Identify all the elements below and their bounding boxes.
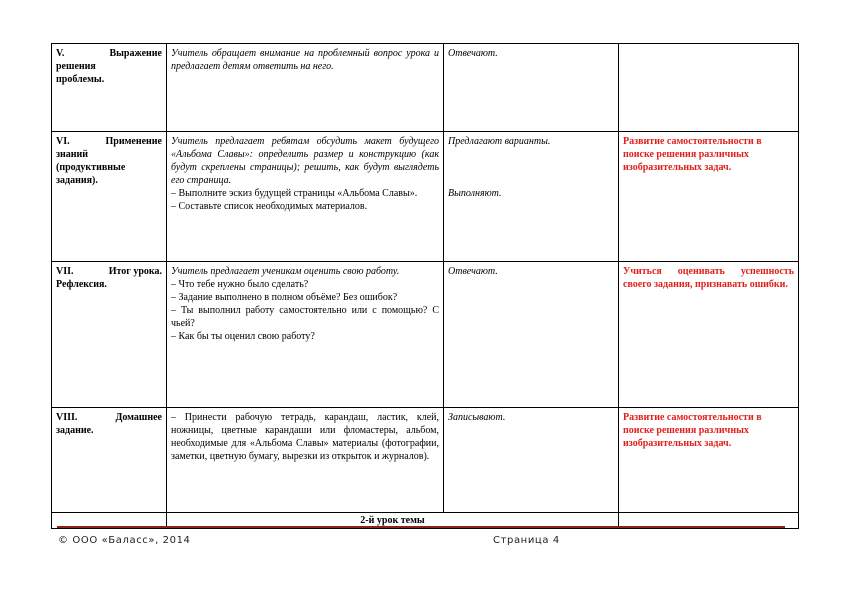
task-line: – Выполните эскиз будущей страницы «Альбома Славы».: [171, 188, 418, 199]
question-line: – Что тебе нужно было сделать?: [171, 279, 309, 290]
teacher-text: Учитель предлагает ребятам обсудить макет будущего «Альбома Славы»: определить размер и конструкцию (как будут скреплены страницы); решить, как будут выглядеть его страница.: [171, 136, 439, 186]
student-activity-cell: [444, 44, 619, 132]
teacher-text: Учитель обращает внимание на проблемный вопрос урока и предлагает детям ответить на него.: [171, 48, 439, 72]
table-row: [52, 132, 799, 262]
teacher-text: Учитель предлагает ученикам оценить свою работу.: [171, 266, 400, 277]
student-text: Записывают.: [448, 412, 506, 423]
page-number: Страница 4: [493, 535, 560, 546]
question-line: – Задание выполнено в полном объёме? Без ошибок?: [171, 292, 398, 303]
uud-cell: [619, 44, 799, 132]
student-text: Выполняют.: [448, 188, 502, 199]
question-line: – Как бы ты оценил свою работу?: [171, 331, 315, 342]
lesson-table: [51, 43, 799, 529]
table-row: [52, 44, 799, 132]
teacher-activity-cell: [167, 408, 444, 513]
uud-cell: Развитие самостоятельности в поиске решения различных изобразительных задач.: [619, 132, 799, 262]
question-line: – Ты выполнил работу самостоятельно или с помощью? С чьей?: [171, 305, 439, 329]
footer-rule: [57, 526, 785, 528]
table-row: [52, 262, 799, 408]
uud-cell: Учиться оценивать успешность своего задания, признавать ошибки.: [619, 262, 799, 408]
homework-text: – Принести рабочую тетрадь, карандаш, ластик, клей, ножницы, цветные карандаши или фломастеры, альбом, необходимые для «Альбома Славы» материалы (фотографии, заметки, цветную бумагу, вырезки из открыток и журналов).: [171, 412, 439, 462]
uud-cell: Развитие самостоятельности в поиске решения различных изобразительных задач.: [619, 408, 799, 513]
student-text: Предлагают варианты.: [448, 136, 551, 147]
student-text: Отвечают.: [448, 48, 498, 59]
next-lesson-heading: 2-й урок темы: [167, 513, 619, 529]
stage-cell: VI. Применение знаний (продуктивные задания).: [52, 132, 167, 262]
stage-cell: V. Выражение решения проблемы.: [52, 44, 167, 132]
table-row: [52, 408, 799, 513]
copyright-footer: © ООО «Баласс», 2014: [58, 535, 191, 546]
student-activity-cell: [444, 262, 619, 408]
teacher-activity-cell: [167, 132, 444, 262]
student-activity-cell: [444, 408, 619, 513]
teacher-activity-cell: [167, 44, 444, 132]
student-text: Отвечают.: [448, 266, 498, 277]
task-line: – Составьте список необходимых материалов.: [171, 201, 368, 212]
student-activity-cell: [444, 132, 619, 262]
stage-cell: VII. Итог урока. Рефлексия.: [52, 262, 167, 408]
stage-cell: VIII. Домашнее задание.: [52, 408, 167, 513]
teacher-activity-cell: [167, 262, 444, 408]
